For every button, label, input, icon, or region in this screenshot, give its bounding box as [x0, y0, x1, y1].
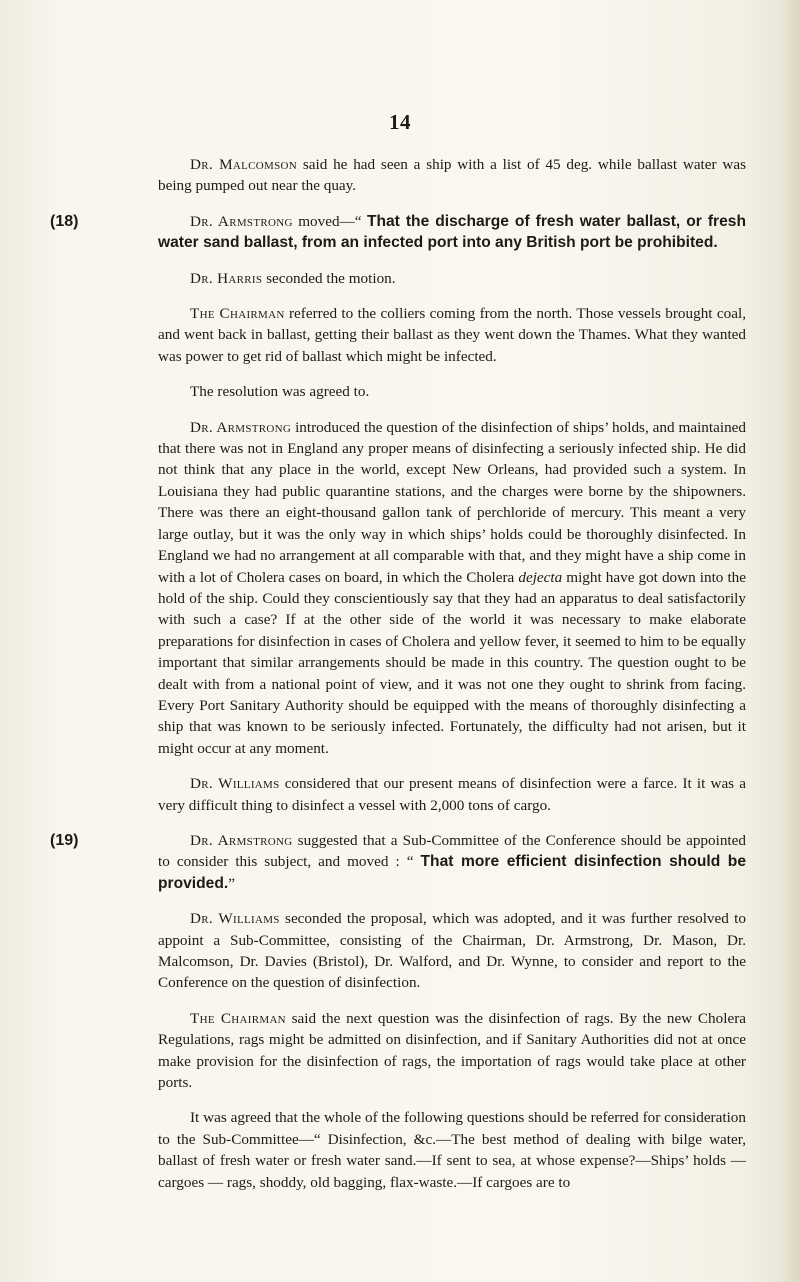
page-body — [50, 154, 747, 1207]
paragraph-text: referred to the colliers coming from the north. Those vessels brought coal, and went back in ballast, getting their ballast as they went down the Thames. What they wanted was power to get rid of ballast which might be infected. — [158, 305, 746, 365]
paragraph-text: suggested that a Sub-Committee of the Conference should be appointed to consider this subject, and moved : “ — [158, 831, 746, 871]
paragraph-harris-seconded — [158, 268, 746, 289]
speaker-name: Dr. Armstrong — [190, 212, 293, 230]
page-number: 14 — [389, 110, 411, 134]
italic-term: dejecta — [518, 568, 563, 586]
speaker-name: Dr. Williams — [190, 910, 280, 928]
speaker-name: Dr. Malcomson — [190, 156, 298, 173]
speaker-name: Dr. Williams — [190, 775, 280, 793]
paragraph-malcomson-quay — [158, 154, 746, 197]
item-number-18: (18) — [50, 212, 79, 230]
paragraph-armstrong-disinfection — [158, 417, 746, 760]
paragraph-resolution-agreed — [158, 381, 746, 402]
paragraph-text: seconded the proposal, which was adopted, and it was further resolved to appoint a Sub-Committee, consisting of the Chairman, Dr. Armstrong, Dr. Mason, Dr. Malcomson, Dr. Davies (Bristol), Dr. Walford, and Dr. Wynne, to consider and report to the Conference on the question of disinfection. — [158, 910, 746, 992]
speaker-name: Dr. Armstrong — [190, 418, 292, 436]
paragraph-chairman-colliers — [158, 303, 746, 367]
page-edge-shadow — [782, 0, 800, 1282]
speaker-name: The Chairman — [190, 1009, 286, 1027]
paragraph-text: introduced the question of the disinfection of ships’ holds, and maintained that there was not in England any proper means of disinfecting a seriously infected ship. He did not think that any place in the world, except New Orleans, had provided such a system. In Louisiana they had public quarantine stations, and the charges were borne by the shipowners. There was there an eight-thousand gallon tank of perchloride of mercury. This meant a very large outlay, but it was the only way in which ships’ holds could be thoroughly disinfected. In England we had no arrangement at all comparable with that, and they might have a ship come in with a lot of Cholera cases on board, in which the Cholera — [158, 418, 746, 586]
paragraph-questions-referred — [158, 1107, 746, 1193]
paragraph-sub-committee — [158, 908, 746, 994]
closing-quote: ” — [228, 874, 235, 892]
paragraph-text: moved—“ — [292, 212, 367, 230]
speaker-name: Dr. Harris — [190, 269, 263, 287]
motion-text: That the discharge of fresh water ballast, or fresh water sand ballast, from an infected port into any British port be prohibited. — [158, 212, 746, 252]
paragraph-williams-farce — [158, 773, 746, 816]
paragraph-text: said the next question was the disinfection of rags. By the new Cholera Regulations, rags might be admitted on disinfection, and if Sanitary Authorities did not at once make provision for the disinfection of rags, the importation of rags would take place at other ports. — [158, 1009, 746, 1092]
paragraph-text: The resolution was agreed to. — [190, 383, 370, 401]
paragraph-motion-19 — [50, 830, 746, 894]
motion-text: That more efficient disinfection should be provided. — [158, 853, 746, 892]
paragraph-motion-18 — [50, 211, 746, 254]
paragraph-text-continued: might have got down into the hold of the ship. Could they conscientiously say that they had an apparatus to deal satisfactorily with such a case? If at the other side of the world it was necessary to make elaborate preparations for disinfection in cases of Cholera and yellow fever, it seemed to him to be equally important that similar arrangements should be made in this country. The question ought to be dealt with from a national point of view, and it was not one they ought to shrink from facing. Every Port Sanitary Authority should be equipped with the means of thoroughly disinfecting a ship that was known to be seriously infected. Fortunately, the difficulty had not arisen, but it might occur at any moment. — [158, 568, 747, 757]
paragraph-chairman-rags — [158, 1008, 746, 1094]
paragraph-text: said he had seen a ship with a list of 45 deg. while ballast water was being pumped out near the quay. — [158, 156, 746, 195]
item-number-19: (19) — [50, 831, 79, 849]
paragraph-text: considered that our present means of disinfection were a farce. It it was a very difficult thing to disinfect a vessel with 2,000 tons of cargo. — [158, 775, 746, 814]
speaker-name: Dr. Armstrong — [190, 831, 293, 849]
paragraph-text: seconded the motion. — [262, 269, 396, 287]
paragraph-text: It was agreed that the whole of the following questions should be referred for consideration to the Sub-Committee—“ Disinfection, &c.—The best method of dealing with bilge water, ballast of fresh water or fresh water sand.—If sent to sea, at whose expense?—Ships’ holds — cargoes — rags, shoddy, old bagging, flax-waste.—If cargoes are to — [158, 1109, 746, 1191]
speaker-name: The Chairman — [190, 305, 285, 323]
